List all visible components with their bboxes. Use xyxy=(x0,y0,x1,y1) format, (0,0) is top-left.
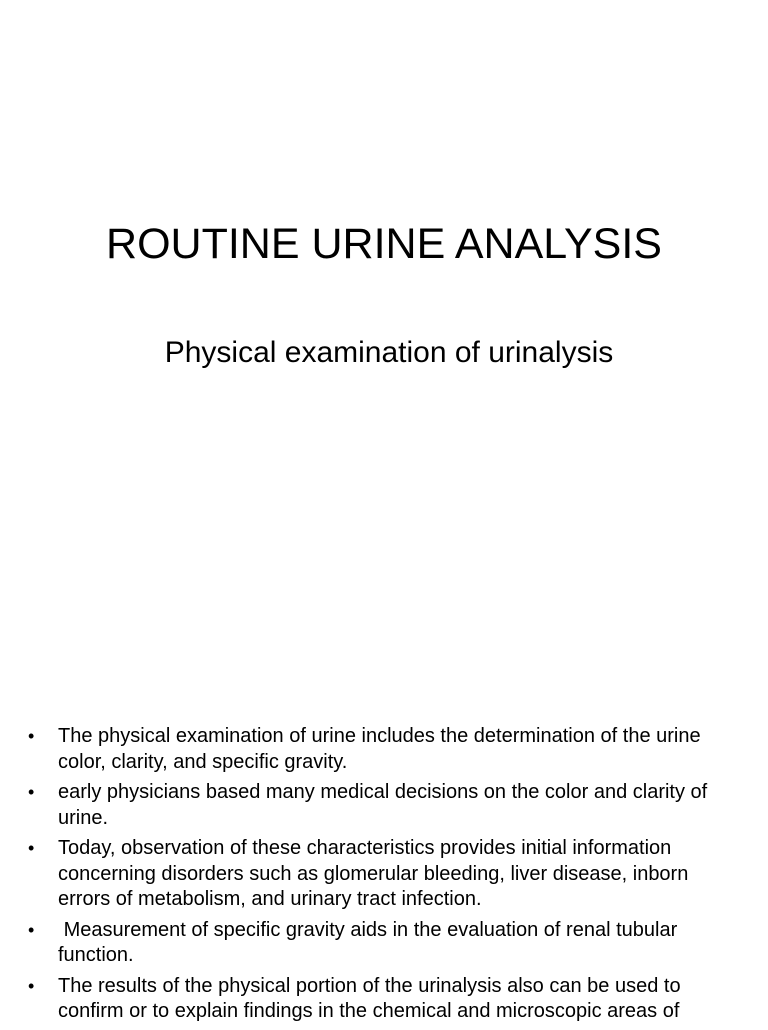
bullet-icon: • xyxy=(28,838,35,858)
list-item xyxy=(28,780,738,831)
slide-title: ROUTINE URINE ANALYSIS xyxy=(106,220,662,268)
list-item xyxy=(28,836,738,913)
list-item xyxy=(28,974,738,1025)
bullet-icon: • xyxy=(28,782,35,802)
bullet-text: The physical examination of urine includes the determination of the urine color, clarity, and specific gravity. xyxy=(58,725,707,773)
bullet-list xyxy=(28,724,738,1030)
bullet-icon: • xyxy=(28,975,35,996)
bullet-text: Measurement of specific gravity aids in the evaluation of renal tubular function. xyxy=(58,918,683,966)
bullet-text: Today, observation of these characteristics provides initial information concerning disorders such as glomerular bleeding, liver disease, inborn errors of metabolism, and urinary tract infection. xyxy=(58,837,694,910)
bullet-icon: • xyxy=(28,726,35,746)
list-item xyxy=(28,918,738,969)
slide-subtitle: Physical examination of urinalysis xyxy=(164,336,614,369)
bullet-text: early physicians based many medical decisions on the color and clarity of urine. xyxy=(58,781,713,829)
bullet-text: The results of the physical portion of the urinalysis also can be used to confirm or to explain findings in the chemical and microscopic areas of xyxy=(58,974,687,1022)
list-item xyxy=(28,724,738,775)
bullet-icon: • xyxy=(28,919,35,940)
